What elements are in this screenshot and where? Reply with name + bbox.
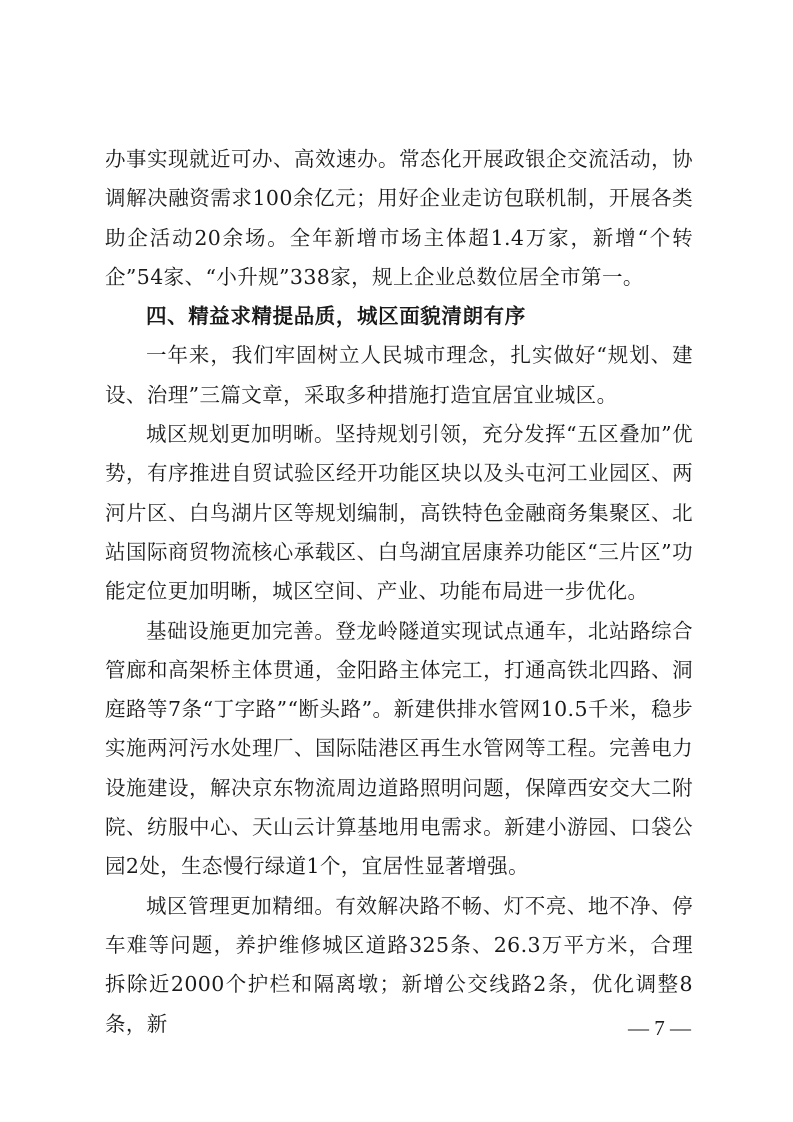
page-number: — 7 — xyxy=(628,1016,691,1040)
paragraph-infrastructure xyxy=(105,612,693,887)
paragraph-continued: 办事实现就近可办、高效速办。常态化开展政银企交流活动，协调解决融资需求100余亿元；用好企业走访包联机制，开展各类助企活动20余场。全年新增市场主体超1.4万家，新增“个转企”54家、“小升规”338家，规上企业总数位居全市第一。 xyxy=(105,147,693,289)
paragraph-text-infrastructure: 登龙岭隧道实现试点通车，北站路综合管廊和高架桥主体贯通，金阳路主体完工，打通高铁北四路、洞庭路等7条“丁字路”“断头路”。新建供排水管网10.5千米，稳步实施两河污水处理厂、国际陆港区再生水管网等工程。完善电力设施建设，解决京东物流周边道路照明问题，保障西安交大二附院、纺服中心、天山云计算基地用电需求。新建小游园、口袋公园2处，生态慢行绿道1个，宜居性显著增强。 xyxy=(105,618,693,879)
paragraph-management xyxy=(105,887,693,1044)
paragraph-text-planning: 坚持规划引领，充分发挥“五区叠加”优势，有序推进自贸试验区经开功能区块以及头屯河工业园区、两河片区、白鸟湖片区等规划编制，高铁特色金融商务集聚区、北站国际商贸物流核心承载区、白鸟湖宜居康养功能区“三片区”功能定位更加明晰，城区空间、产业、功能布局进一步优化。 xyxy=(105,422,693,604)
paragraph-planning xyxy=(105,415,693,611)
paragraph-lead-planning: 城区规划更加明晰。 xyxy=(146,422,336,447)
paragraph-lead-infrastructure: 基础设施更加完善。 xyxy=(146,618,336,643)
paragraph-lead-management: 城区管理更加精细。 xyxy=(146,893,336,918)
paragraph-intro: 一年来，我们牢固树立人民城市理念，扎实做好“规划、建设、治理”三篇文章，采取多种措施打造宜居宜业城区。 xyxy=(105,343,693,407)
document-body xyxy=(105,140,693,1044)
paragraph-text-management: 有效解决路不畅、灯不亮、地不净、停车难等问题，养护维修城区道路325条、26.3万平方米，合理拆除近2000个护栏和隔离墩；新增公交线路2条，优化调整8条，新 xyxy=(105,893,693,1036)
section-heading: 四、精益求精提品质，城区面貌清朗有序 xyxy=(146,304,526,329)
